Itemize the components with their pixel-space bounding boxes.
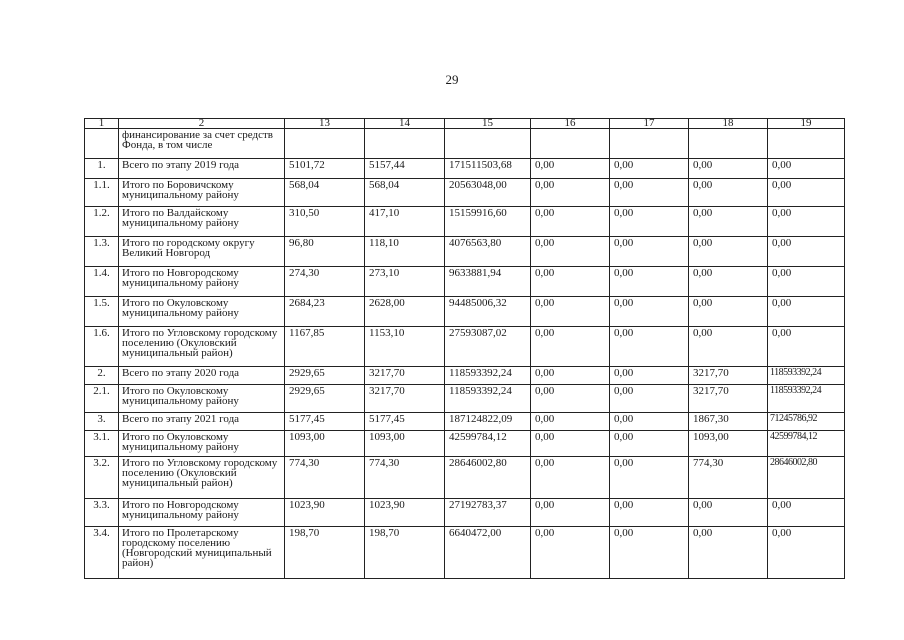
value-cell-c15: 27192783,37 bbox=[445, 499, 531, 527]
value-cell-c16 bbox=[531, 129, 610, 159]
table-row bbox=[85, 179, 845, 207]
value-cell-c15: 9633881,94 bbox=[445, 267, 531, 297]
value-cell-c14: 3217,70 bbox=[365, 385, 445, 413]
value-cell-c15: 15159916,60 bbox=[445, 207, 531, 237]
table-header-row bbox=[85, 119, 845, 129]
value-cell-c15: 20563048,00 bbox=[445, 179, 531, 207]
row-name-cell: Всего по этапу 2020 года bbox=[119, 367, 285, 385]
value-cell-c14: 568,04 bbox=[365, 179, 445, 207]
value-cell-c14: 273,10 bbox=[365, 267, 445, 297]
table-row bbox=[85, 413, 845, 431]
value-cell-c19: 42599784,12 bbox=[768, 431, 845, 457]
row-name-cell: финансирование за счет средств Фонда, в том числе bbox=[119, 129, 285, 159]
table-row bbox=[85, 367, 845, 385]
value-cell-c13: 274,30 bbox=[285, 267, 365, 297]
table-row bbox=[85, 385, 845, 413]
header-cell: 19 bbox=[768, 119, 845, 129]
table-row bbox=[85, 431, 845, 457]
value-cell-c17: 0,00 bbox=[610, 457, 689, 499]
value-cell-c19: 0,00 bbox=[768, 527, 845, 579]
value-cell-c13: 198,70 bbox=[285, 527, 365, 579]
value-cell-c15: 6640472,00 bbox=[445, 527, 531, 579]
value-cell-c17: 0,00 bbox=[610, 159, 689, 179]
row-name-cell: Итого по Окуловскому муниципальному району bbox=[119, 385, 285, 413]
value-cell-c16: 0,00 bbox=[531, 327, 610, 367]
value-cell-c14 bbox=[365, 129, 445, 159]
value-cell-c18: 0,00 bbox=[689, 527, 768, 579]
value-cell-c19: 71245786,92 bbox=[768, 413, 845, 431]
value-cell-c17: 0,00 bbox=[610, 413, 689, 431]
value-cell-c19: 0,00 bbox=[768, 159, 845, 179]
value-cell-c18: 0,00 bbox=[689, 179, 768, 207]
row-name-cell: Всего по этапу 2021 года bbox=[119, 413, 285, 431]
value-cell-c14: 3217,70 bbox=[365, 367, 445, 385]
table-row bbox=[85, 267, 845, 297]
value-cell-c16: 0,00 bbox=[531, 207, 610, 237]
value-cell-c15: 118593392,24 bbox=[445, 367, 531, 385]
value-cell-c16: 0,00 bbox=[531, 527, 610, 579]
value-cell-c18: 1867,30 bbox=[689, 413, 768, 431]
value-cell-c18: 774,30 bbox=[689, 457, 768, 499]
value-cell-c14: 118,10 bbox=[365, 237, 445, 267]
header-cell: 15 bbox=[445, 119, 531, 129]
value-cell-c16: 0,00 bbox=[531, 457, 610, 499]
value-cell-c16: 0,00 bbox=[531, 237, 610, 267]
row-name-cell: Всего по этапу 2019 года bbox=[119, 159, 285, 179]
value-cell-c15: 171511503,68 bbox=[445, 159, 531, 179]
row-number-cell: 2. bbox=[85, 367, 119, 385]
value-cell-c14: 1093,00 bbox=[365, 431, 445, 457]
value-cell-c19: 0,00 bbox=[768, 237, 845, 267]
value-cell-c17: 0,00 bbox=[610, 367, 689, 385]
value-cell-c15: 118593392,24 bbox=[445, 385, 531, 413]
value-cell-c14: 1153,10 bbox=[365, 327, 445, 367]
row-number-cell: 1. bbox=[85, 159, 119, 179]
value-cell-c17: 0,00 bbox=[610, 527, 689, 579]
value-cell-c16: 0,00 bbox=[531, 297, 610, 327]
value-cell-c16: 0,00 bbox=[531, 385, 610, 413]
row-name-cell: Итого по городскому округу Великий Новгород bbox=[119, 237, 285, 267]
table-row bbox=[85, 527, 845, 579]
value-cell-c17: 0,00 bbox=[610, 431, 689, 457]
page-number: 29 bbox=[445, 72, 459, 87]
header-cell: 2 bbox=[119, 119, 285, 129]
table-row bbox=[85, 297, 845, 327]
row-number-cell: 3.4. bbox=[85, 527, 119, 579]
value-cell-c18: 0,00 bbox=[689, 237, 768, 267]
value-cell-c19: 0,00 bbox=[768, 297, 845, 327]
value-cell-c18: 0,00 bbox=[689, 297, 768, 327]
value-cell-c18: 0,00 bbox=[689, 207, 768, 237]
value-cell-c13: 568,04 bbox=[285, 179, 365, 207]
value-cell-c15 bbox=[445, 129, 531, 159]
row-number-cell: 1.6. bbox=[85, 327, 119, 367]
header-cell: 16 bbox=[531, 119, 610, 129]
header-cell: 1 bbox=[85, 119, 119, 129]
value-cell-c19: 118593392,24 bbox=[768, 385, 845, 413]
table-row bbox=[85, 499, 845, 527]
table-row bbox=[85, 129, 845, 159]
row-name-cell: Итого по Новгородскому муниципальному району bbox=[119, 499, 285, 527]
value-cell-c17: 0,00 bbox=[610, 385, 689, 413]
value-cell-c19: 0,00 bbox=[768, 267, 845, 297]
value-cell-c15: 187124822,09 bbox=[445, 413, 531, 431]
value-cell-c16: 0,00 bbox=[531, 499, 610, 527]
table-row bbox=[85, 327, 845, 367]
value-cell-c16: 0,00 bbox=[531, 159, 610, 179]
value-cell-c19: 0,00 bbox=[768, 207, 845, 237]
value-cell-c18 bbox=[689, 129, 768, 159]
value-cell-c13: 310,50 bbox=[285, 207, 365, 237]
value-cell-c16: 0,00 bbox=[531, 367, 610, 385]
row-name-cell: Итого по Окуловскому муниципальному району bbox=[119, 431, 285, 457]
row-name-cell: Итого по Угловскому городскому поселению (Окуловский муниципальный район) bbox=[119, 327, 285, 367]
value-cell-c19: 0,00 bbox=[768, 179, 845, 207]
table-row bbox=[85, 207, 845, 237]
row-number-cell: 1.4. bbox=[85, 267, 119, 297]
header-cell: 13 bbox=[285, 119, 365, 129]
value-cell-c17: 0,00 bbox=[610, 297, 689, 327]
value-cell-c17: 0,00 bbox=[610, 237, 689, 267]
value-cell-c13: 5101,72 bbox=[285, 159, 365, 179]
row-number-cell: 2.1. bbox=[85, 385, 119, 413]
row-number-cell: 1.2. bbox=[85, 207, 119, 237]
value-cell-c15: 28646002,80 bbox=[445, 457, 531, 499]
header-cell: 18 bbox=[689, 119, 768, 129]
value-cell-c18: 3217,70 bbox=[689, 367, 768, 385]
value-cell-c14: 2628,00 bbox=[365, 297, 445, 327]
row-number-cell: 3.1. bbox=[85, 431, 119, 457]
value-cell-c14: 5177,45 bbox=[365, 413, 445, 431]
value-cell-c14: 774,30 bbox=[365, 457, 445, 499]
header-cell: 17 bbox=[610, 119, 689, 129]
value-cell-c18: 0,00 bbox=[689, 499, 768, 527]
value-cell-c17: 0,00 bbox=[610, 267, 689, 297]
table-body bbox=[85, 119, 845, 579]
value-cell-c13: 774,30 bbox=[285, 457, 365, 499]
row-number-cell: 3.2. bbox=[85, 457, 119, 499]
value-cell-c14: 5157,44 bbox=[365, 159, 445, 179]
row-name-cell: Итого по Пролетарскому городскому поселению (Новгородский муниципальный район) bbox=[119, 527, 285, 579]
row-name-cell: Итого по Новгородскому муниципальному району bbox=[119, 267, 285, 297]
value-cell-c17 bbox=[610, 129, 689, 159]
value-cell-c13: 2929,65 bbox=[285, 367, 365, 385]
value-cell-c16: 0,00 bbox=[531, 179, 610, 207]
row-number-cell bbox=[85, 129, 119, 159]
table-row bbox=[85, 237, 845, 267]
row-number-cell: 1.3. bbox=[85, 237, 119, 267]
row-name-cell: Итого по Валдайскому муниципальному району bbox=[119, 207, 285, 237]
value-cell-c19: 118593392,24 bbox=[768, 367, 845, 385]
table-row bbox=[85, 159, 845, 179]
value-cell-c17: 0,00 bbox=[610, 179, 689, 207]
value-cell-c13: 5177,45 bbox=[285, 413, 365, 431]
value-cell-c18: 0,00 bbox=[689, 267, 768, 297]
row-name-cell: Итого по Окуловскому муниципальному району bbox=[119, 297, 285, 327]
value-cell-c14: 1023,90 bbox=[365, 499, 445, 527]
value-cell-c16: 0,00 bbox=[531, 413, 610, 431]
value-cell-c13: 96,80 bbox=[285, 237, 365, 267]
value-cell-c14: 417,10 bbox=[365, 207, 445, 237]
value-cell-c17: 0,00 bbox=[610, 327, 689, 367]
row-number-cell: 3. bbox=[85, 413, 119, 431]
value-cell-c13 bbox=[285, 129, 365, 159]
row-name-cell: Итого по Боровичскому муниципальному району bbox=[119, 179, 285, 207]
value-cell-c19: 28646002,80 bbox=[768, 457, 845, 499]
value-cell-c18: 0,00 bbox=[689, 327, 768, 367]
row-number-cell: 1.1. bbox=[85, 179, 119, 207]
value-cell-c19: 0,00 bbox=[768, 327, 845, 367]
value-cell-c13: 2684,23 bbox=[285, 297, 365, 327]
value-cell-c15: 4076563,80 bbox=[445, 237, 531, 267]
value-cell-c19: 0,00 bbox=[768, 499, 845, 527]
value-cell-c14: 198,70 bbox=[365, 527, 445, 579]
value-cell-c15: 27593087,02 bbox=[445, 327, 531, 367]
value-cell-c13: 2929,65 bbox=[285, 385, 365, 413]
value-cell-c16: 0,00 bbox=[531, 267, 610, 297]
value-cell-c18: 3217,70 bbox=[689, 385, 768, 413]
value-cell-c13: 1023,90 bbox=[285, 499, 365, 527]
value-cell-c13: 1093,00 bbox=[285, 431, 365, 457]
row-number-cell: 3.3. bbox=[85, 499, 119, 527]
data-table bbox=[84, 118, 845, 579]
value-cell-c18: 1093,00 bbox=[689, 431, 768, 457]
value-cell-c19 bbox=[768, 129, 845, 159]
value-cell-c17: 0,00 bbox=[610, 499, 689, 527]
value-cell-c15: 42599784,12 bbox=[445, 431, 531, 457]
header-cell: 14 bbox=[365, 119, 445, 129]
row-name-cell: Итого по Угловскому городскому поселению (Окуловский муниципальный район) bbox=[119, 457, 285, 499]
value-cell-c16: 0,00 bbox=[531, 431, 610, 457]
value-cell-c17: 0,00 bbox=[610, 207, 689, 237]
value-cell-c15: 94485006,32 bbox=[445, 297, 531, 327]
value-cell-c13: 1167,85 bbox=[285, 327, 365, 367]
row-number-cell: 1.5. bbox=[85, 297, 119, 327]
value-cell-c18: 0,00 bbox=[689, 159, 768, 179]
table-row bbox=[85, 457, 845, 499]
